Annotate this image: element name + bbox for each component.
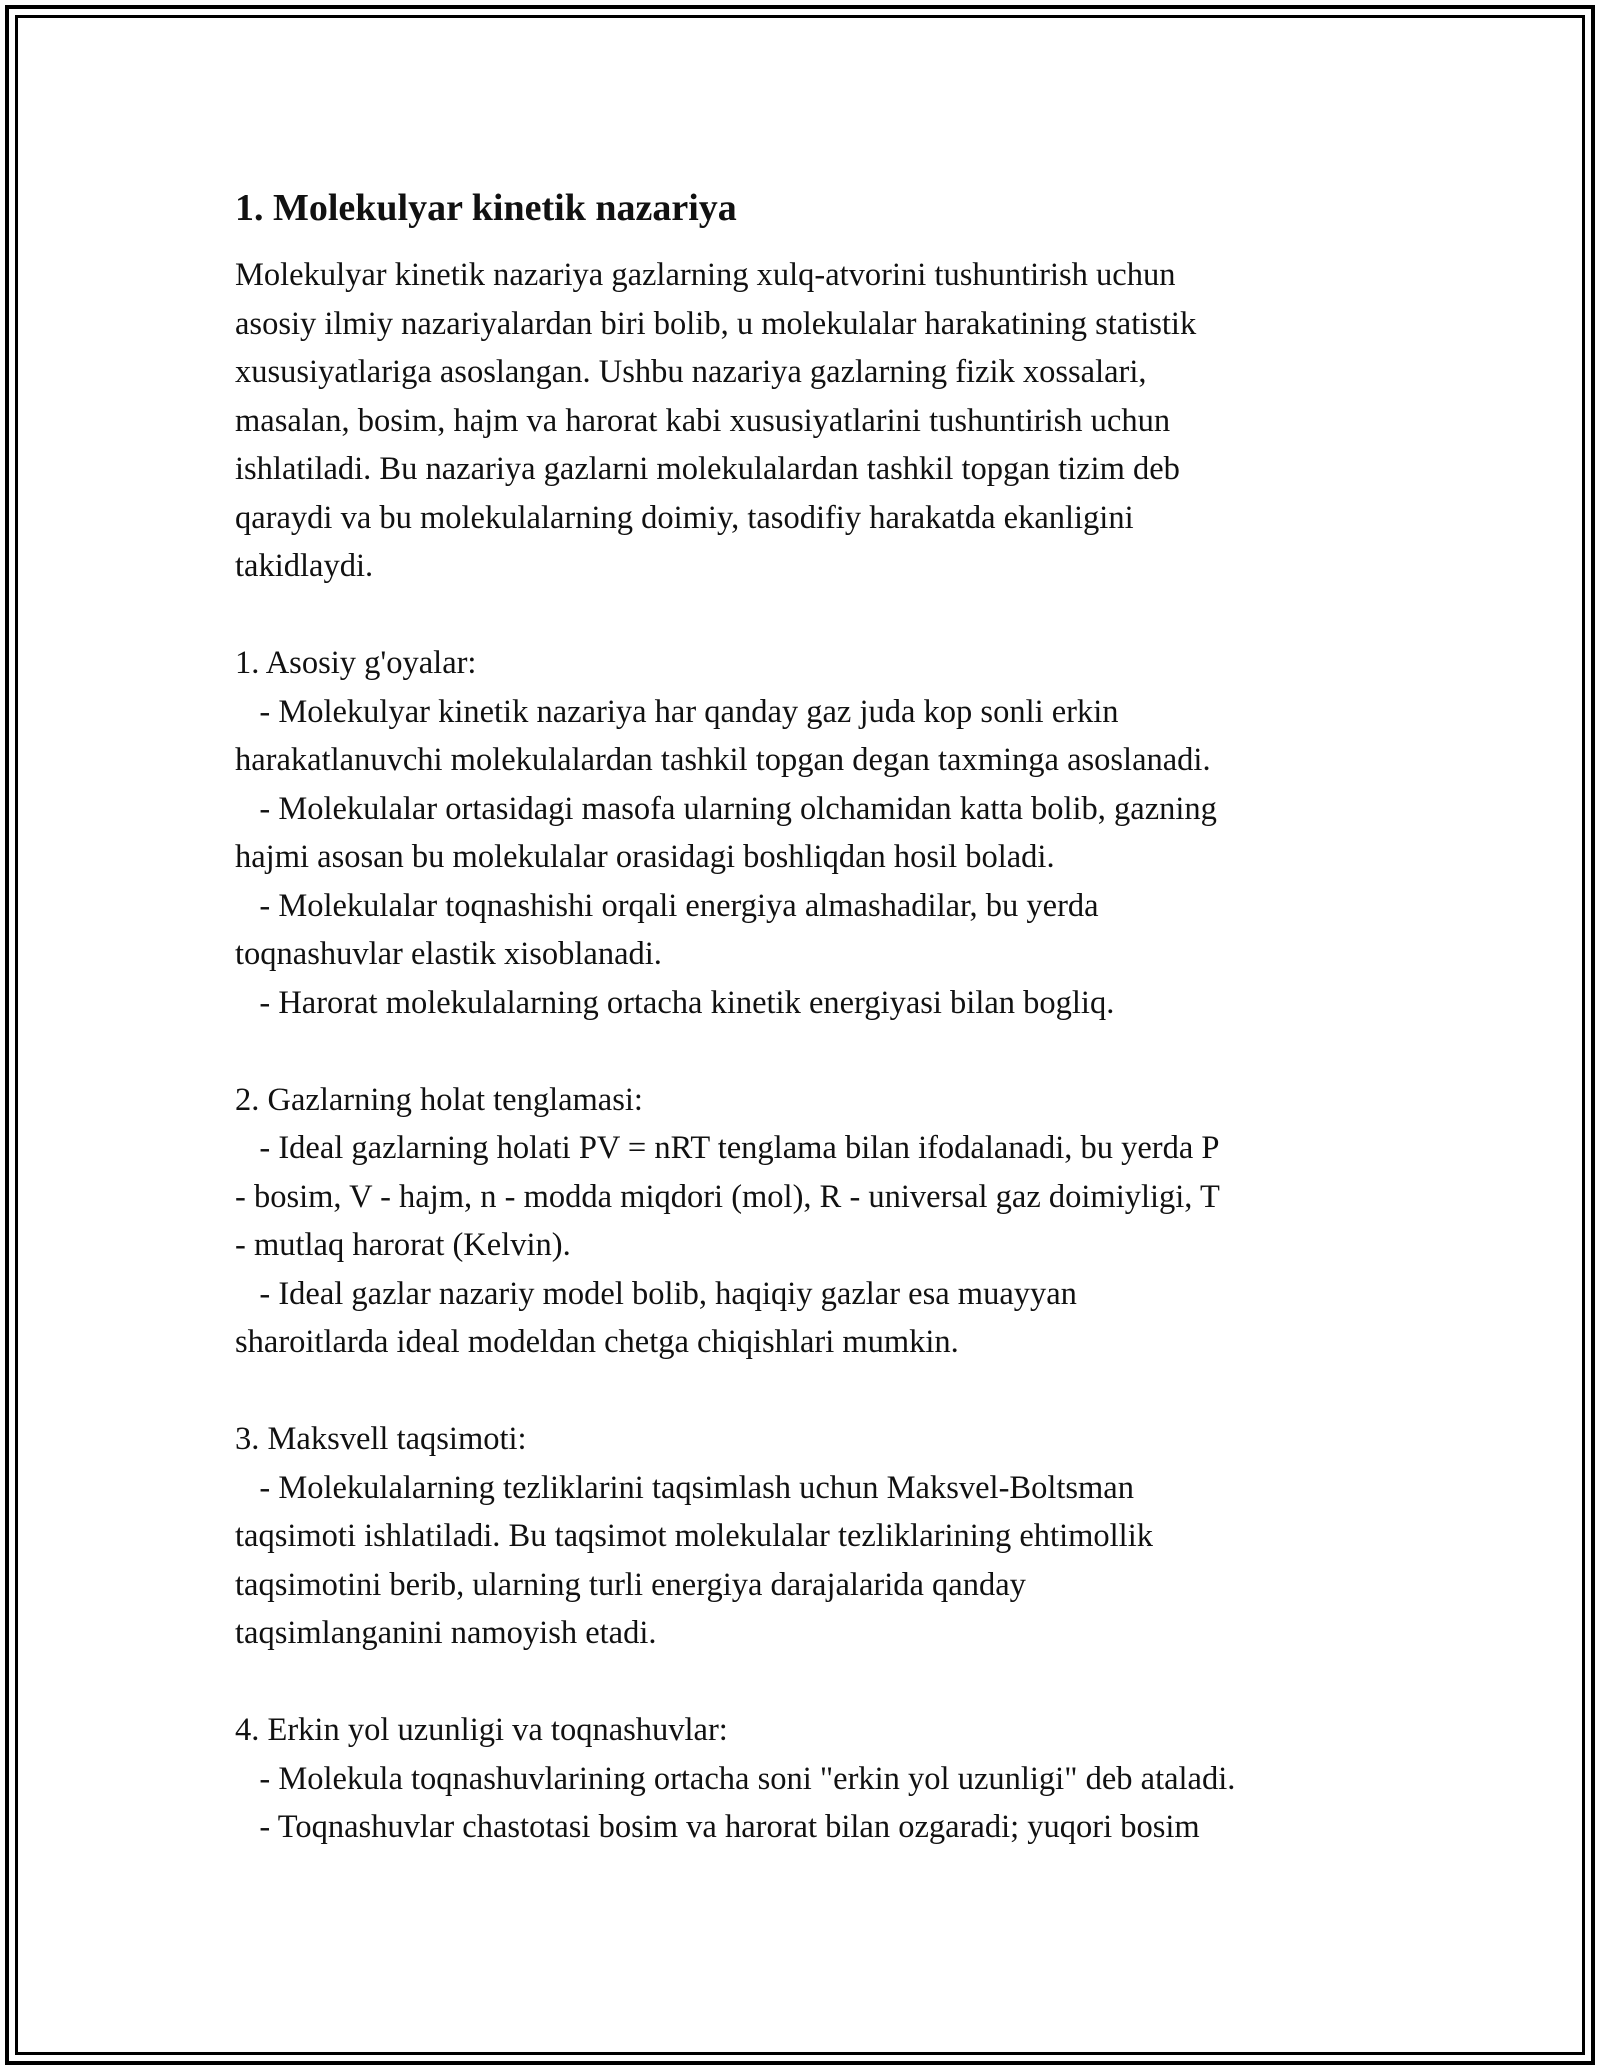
text-line: ishlatiladi. Bu nazariya gazlarni molekulalardan tashkil topgan tizim deb [235,451,1180,487]
text-line: taqsimoti ishlatiladi. Bu taqsimot molekulalar tezliklarining ehtimollik [235,1518,1153,1554]
blank-line [235,1367,1395,1416]
blank-line [235,1658,1395,1707]
text-line: - Toqnashuvlar chastotasi bosim va harorat bilan ozgaradi; yuqori bosim [235,1809,1200,1845]
blank-line [235,1027,1395,1076]
text-line: harakatlanuvchi molekulalardan tashkil topgan degan taxminga asoslanadi. [235,742,1211,778]
text-line: masalan, bosim, hajm va harorat kabi xususiyatlarini tushuntirish uchun [235,402,1171,439]
text-line: - mutlaq harorat (Kelvin). [235,1227,571,1263]
text-line: - Molekula toqnashuvlarining ortacha soni "erkin yol uzunligi" deb ataladi. [235,1760,1236,1797]
text-line: - Harorat molekulalarning ortacha kinetik energiyasi bilan bogliq. [235,984,1115,1021]
text-line: - Ideal gazlar nazariy model bolib, haqiqiy gazlar esa muayyan [235,1275,1077,1312]
text-line: Molekulyar kinetik nazariya gazlarning xulq-atvorini tushuntirish uchun [235,257,1176,293]
text-line: - bosim, V - hajm, n - modda miqdori (mol), R - universal gaz doimiyligi, T [235,1178,1220,1215]
text-line: sharoitlarda ideal modeldan chetga chiqishlari mumkin. [235,1324,959,1360]
text-line: 4. Erkin yol uzunligi va toqnashuvlar: [235,1712,728,1748]
text-line: - Ideal gazlarning holati PV = nRT tenglama bilan ifodalanadi, bu yerda P [235,1130,1220,1166]
text-line: toqnashuvlar elastik xisoblanadi. [235,936,662,972]
text-line: asosiy ilmiy nazariyalardan biri bolib, u molekulalar harakatining statistik [235,305,1197,342]
document-body [235,185,1395,1852]
document-text [235,251,1395,1852]
text-line: xususiyatlariga asoslangan. Ushbu nazariya gazlarning fizik xossalari, [235,354,1147,390]
text-line: takidlaydi. [235,548,374,584]
text-line: taqsimotini berib, ularning turli energiya darajalarida qanday [235,1566,1026,1603]
text-line: hajmi asosan bu molekulalar orasidagi boshliqdan hosil boladi. [235,839,1055,875]
blank-line [235,591,1395,640]
text-line: - Molekulalar toqnashishi orqali energiya almashadilar, bu yerda [235,887,1099,924]
text-line: - Molekulalar ortasidagi masofa ularning olchamidan katta bolib, gazning [235,790,1217,827]
text-line: - Molekulalarning tezliklarini taqsimlash uchun Maksvel-Boltsman [235,1469,1134,1506]
text-line: 1. Asosiy g'oyalar: [235,645,477,681]
text-line: 2. Gazlarning holat tenglamasi: [235,1081,643,1118]
text-line: taqsimlanganini namoyish etadi. [235,1615,657,1651]
text-line: qaraydi va bu molekulalarning doimiy, tasodifiy harakatda ekanligini [235,499,1134,536]
text-line: - Molekulyar kinetik nazariya har qanday gaz juda kop sonli erkin [235,693,1119,730]
text-line: 3. Maksvell taqsimoti: [235,1421,527,1457]
document-title: 1. Molekulyar kinetik nazariya [235,187,737,229]
